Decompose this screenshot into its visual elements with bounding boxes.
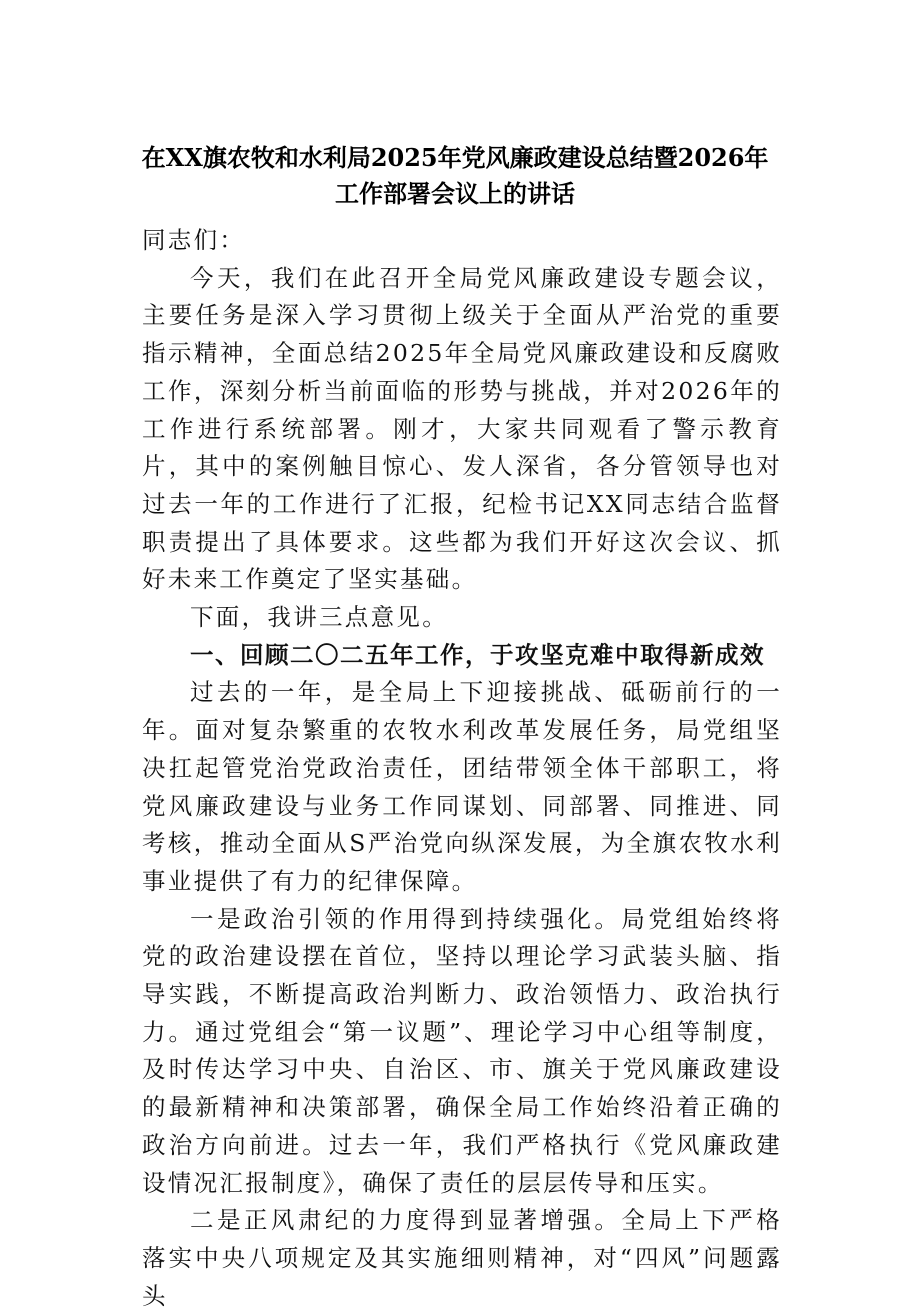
paragraph-outline: 下面，我讲三点意见。	[190, 603, 448, 632]
title-line-2: 工作部署会议上的讲话	[335, 179, 575, 208]
document-title	[130, 140, 780, 212]
salutation: 同志们：	[142, 226, 246, 254]
section-heading-1: 一、回顾二〇二五年工作，于攻坚克难中取得新成效	[190, 640, 765, 669]
paragraph-review: 过去的一年，是全局上下迎接挑战、砥砺前行的一年。面对复杂繁重的农牧水利改革发展任务，局党组坚决扛起管党治党政治责任，团结带领全体干部职工，将党风廉政建设与业务工作同谋划、同部署、同推进、同考核，推动全面从S严治党向纵深发展，为全旗农牧水利事业提供了有力的纪律保障。	[142, 678, 782, 895]
title-line-1: 在XX旗农牧和水利局2025年党风廉政建设总结暨2026年	[141, 143, 769, 172]
paragraph-opening: 今天，我们在此召开全局党风廉政建设专题会议，主要任务是深入学习贯彻上级关于全面从严治党的重要指示精神，全面总结2025年全局党风廉政建设和反腐败工作，深刻分析当前面临的形势与挑战，并对2026年的工作进行系统部署。刚才，大家共同观看了警示教育片，其中的案例触目惊心、发人深省，各分管领导也对过去一年的工作进行了汇报，纪检书记XX同志结合监督职责提出了具体要求。这些都为我们开好这次会议、抓好未来工作奠定了坚实基础。	[142, 263, 782, 594]
paragraph-political-guidance: 一是政治引领的作用得到持续强化。局党组始终将党的政治建设摆在首位，坚持以理论学习武装头脑、指导实践，不断提高政治判断力、政治领悟力、政治执行力。通过党组会“第一议题”、理论学习中心组等制度，及时传达学习中央、自治区、市、旗关于党风廉政建设的最新精神和决策部署，确保全局工作始终沿着正确的政治方向前进。过去一年，我们严格执行《党风廉政建设情况汇报制度》，确保了责任的层层传导和压实。	[142, 904, 782, 1197]
document-body	[142, 222, 782, 1315]
paragraph-discipline: 二是正风肃纪的力度得到显著增强。全局上下严格落实中央八项规定及其实施细则精神，对“四风”问题露头	[142, 1206, 782, 1310]
